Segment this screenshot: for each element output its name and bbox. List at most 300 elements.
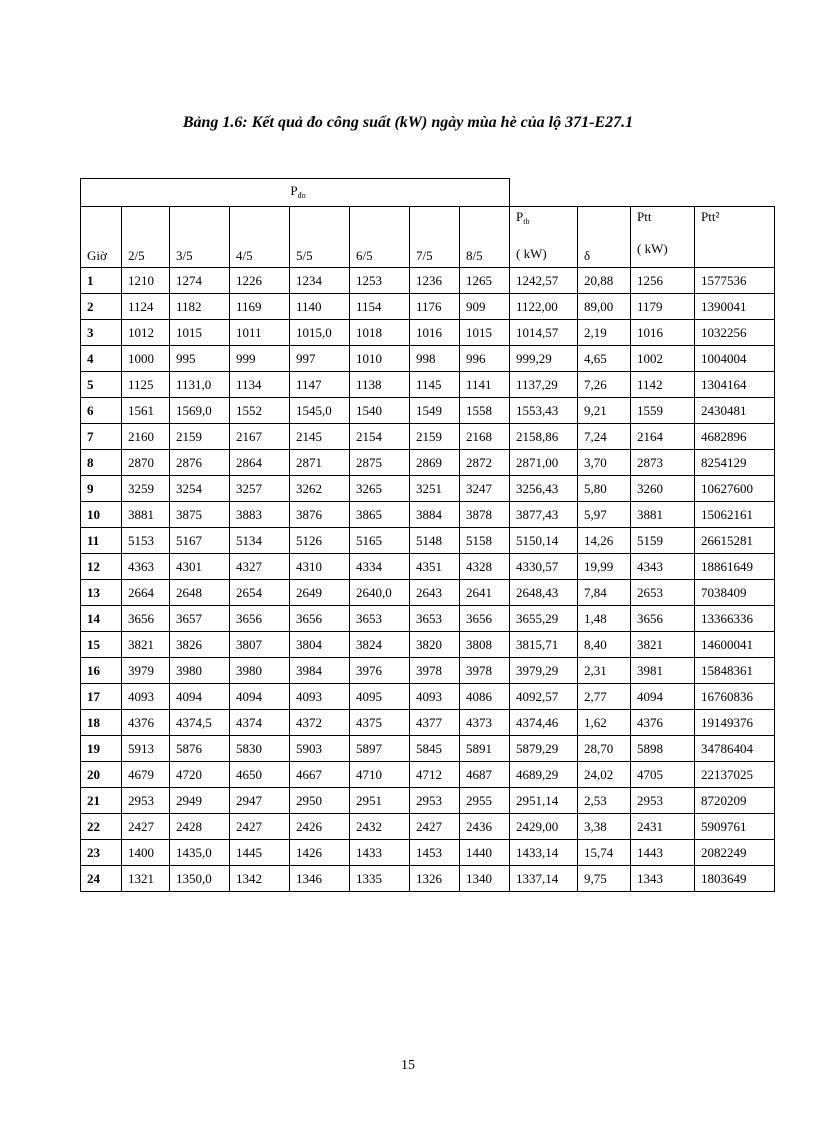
value-cell: 2653 (631, 580, 695, 606)
value-cell: 2876 (170, 450, 230, 476)
value-cell: 1453 (410, 840, 460, 866)
value-cell: 3807 (230, 632, 290, 658)
value-cell: 1137,29 (510, 372, 578, 398)
hour-cell: 24 (81, 866, 122, 892)
hour-cell: 23 (81, 840, 122, 866)
value-cell: 3265 (350, 476, 410, 502)
value-cell: 3247 (460, 476, 510, 502)
header-row (81, 207, 775, 268)
value-cell: 4093 (290, 684, 350, 710)
value-cell: 7,24 (578, 424, 631, 450)
value-cell: 19149376 (695, 710, 775, 736)
value-cell: 3,70 (578, 450, 631, 476)
value-cell: 3808 (460, 632, 510, 658)
value-cell: 1390041 (695, 294, 775, 320)
hour-cell: 13 (81, 580, 122, 606)
value-cell: 5903 (290, 736, 350, 762)
value-cell: 2167 (230, 424, 290, 450)
value-cell: 1443 (631, 840, 695, 866)
value-cell: 2,31 (578, 658, 631, 684)
value-cell: 995 (170, 346, 230, 372)
value-cell: 3978 (410, 658, 460, 684)
value-cell: 3980 (170, 658, 230, 684)
value-cell: 4689,29 (510, 762, 578, 788)
value-cell: 2950 (290, 788, 350, 814)
value-cell: 2953 (410, 788, 460, 814)
table-row (81, 502, 775, 528)
value-cell: 4373 (460, 710, 510, 736)
value-cell: 2159 (170, 424, 230, 450)
table-row (81, 268, 775, 294)
value-cell: 4376 (631, 710, 695, 736)
value-cell: 1134 (230, 372, 290, 398)
value-cell: 1803649 (695, 866, 775, 892)
value-cell: 4682896 (695, 424, 775, 450)
value-cell: 2436 (460, 814, 510, 840)
value-cell: 5,97 (578, 502, 631, 528)
value-cell: 2643 (410, 580, 460, 606)
value-cell: 4351 (410, 554, 460, 580)
value-cell: 5897 (350, 736, 410, 762)
value-cell: 3656 (631, 606, 695, 632)
value-cell: 4094 (230, 684, 290, 710)
value-cell: 2949 (170, 788, 230, 814)
value-cell: 3980 (230, 658, 290, 684)
value-cell: 5158 (460, 528, 510, 554)
value-cell: 997 (290, 346, 350, 372)
value-cell: 1340 (460, 866, 510, 892)
value-cell: 3878 (460, 502, 510, 528)
value-cell: 8,40 (578, 632, 631, 658)
value-cell: 4687 (460, 762, 510, 788)
day-header: 8/5 (460, 207, 510, 268)
value-cell: 4372 (290, 710, 350, 736)
p-calc-header: Ptt ( kW) (631, 207, 695, 268)
value-cell: 4374,5 (170, 710, 230, 736)
value-cell: 15848361 (695, 658, 775, 684)
value-cell: 1176 (410, 294, 460, 320)
value-cell: 4679 (122, 762, 170, 788)
value-cell: 3820 (410, 632, 460, 658)
hour-cell: 21 (81, 788, 122, 814)
value-cell: 3821 (631, 632, 695, 658)
value-cell: 1142 (631, 372, 695, 398)
hour-cell: 20 (81, 762, 122, 788)
hour-cell: 12 (81, 554, 122, 580)
value-cell: 3826 (170, 632, 230, 658)
value-cell: 1552 (230, 398, 290, 424)
hour-cell: 14 (81, 606, 122, 632)
value-cell: 2082249 (695, 840, 775, 866)
value-cell: 1210 (122, 268, 170, 294)
value-cell: 28,70 (578, 736, 631, 762)
value-cell: 1553,43 (510, 398, 578, 424)
p-average-header: $P_{tb}$ ( kW) (510, 207, 578, 268)
value-cell: 2872 (460, 450, 510, 476)
value-cell: 3262 (290, 476, 350, 502)
value-cell: 1182 (170, 294, 230, 320)
value-cell: 1,48 (578, 606, 631, 632)
value-cell: 1540 (350, 398, 410, 424)
day-header: 7/5 (410, 207, 460, 268)
value-cell: 1140 (290, 294, 350, 320)
value-cell: 3824 (350, 632, 410, 658)
value-cell: 2160 (122, 424, 170, 450)
value-cell: 1321 (122, 866, 170, 892)
value-cell: 2873 (631, 450, 695, 476)
value-cell: 16760836 (695, 684, 775, 710)
value-cell: 1433 (350, 840, 410, 866)
value-cell: 1577536 (695, 268, 775, 294)
value-cell: 1558 (460, 398, 510, 424)
value-cell: 3875 (170, 502, 230, 528)
value-cell: 3815,71 (510, 632, 578, 658)
value-cell: 2955 (460, 788, 510, 814)
table-row (81, 476, 775, 502)
value-cell: 3254 (170, 476, 230, 502)
value-cell: 1445 (230, 840, 290, 866)
value-cell: 4,65 (578, 346, 631, 372)
value-cell: 1179 (631, 294, 695, 320)
value-cell: 1016 (631, 320, 695, 346)
value-cell: 2953 (631, 788, 695, 814)
value-cell: 4301 (170, 554, 230, 580)
table-row (81, 424, 775, 450)
value-cell: 2664 (122, 580, 170, 606)
value-cell: 999,29 (510, 346, 578, 372)
value-cell: 1169 (230, 294, 290, 320)
value-cell: 4327 (230, 554, 290, 580)
table-row (81, 840, 775, 866)
value-cell: 10627600 (695, 476, 775, 502)
value-cell: 998 (410, 346, 460, 372)
value-cell: 4375 (350, 710, 410, 736)
value-cell: 4093 (410, 684, 460, 710)
day-header: 4/5 (230, 207, 290, 268)
value-cell: 7,26 (578, 372, 631, 398)
value-cell: 34786404 (695, 736, 775, 762)
value-cell: 2641 (460, 580, 510, 606)
value-cell: 1342 (230, 866, 290, 892)
value-cell: 19,99 (578, 554, 631, 580)
value-cell: 4094 (631, 684, 695, 710)
value-cell: 2640,0 (350, 580, 410, 606)
value-cell: 1154 (350, 294, 410, 320)
value-cell: 1426 (290, 840, 350, 866)
hour-cell: 8 (81, 450, 122, 476)
value-cell: 4376 (122, 710, 170, 736)
value-cell: 2158,86 (510, 424, 578, 450)
day-header: 2/5 (122, 207, 170, 268)
value-cell: 1015 (170, 320, 230, 346)
value-cell: 1433,14 (510, 840, 578, 866)
value-cell: 4095 (350, 684, 410, 710)
hour-cell: 19 (81, 736, 122, 762)
value-cell: 2648,43 (510, 580, 578, 606)
table-row (81, 528, 775, 554)
value-cell: 24,02 (578, 762, 631, 788)
value-cell: 5126 (290, 528, 350, 554)
value-cell: 1014,57 (510, 320, 578, 346)
value-cell: 1131,0 (170, 372, 230, 398)
value-cell: 2,77 (578, 684, 631, 710)
table-row (81, 788, 775, 814)
value-cell: 2951 (350, 788, 410, 814)
value-cell: 4343 (631, 554, 695, 580)
value-cell: 3656 (460, 606, 510, 632)
value-cell: 3260 (631, 476, 695, 502)
table-row (81, 866, 775, 892)
value-cell: 1569,0 (170, 398, 230, 424)
value-cell: 13366336 (695, 606, 775, 632)
value-cell: 3256,43 (510, 476, 578, 502)
value-cell: 1549 (410, 398, 460, 424)
hour-cell: 4 (81, 346, 122, 372)
value-cell: 3978 (460, 658, 510, 684)
value-cell: 3653 (350, 606, 410, 632)
value-cell: 2871 (290, 450, 350, 476)
hour-cell: 22 (81, 814, 122, 840)
hour-cell: 17 (81, 684, 122, 710)
value-cell: 3881 (631, 502, 695, 528)
value-cell: 2432 (350, 814, 410, 840)
value-cell: 4710 (350, 762, 410, 788)
table-caption: Bảng 1.6: Kết quả đo công suất (kW) ngày mùa hè của lộ 371-E27.1 (182, 114, 634, 131)
value-cell: 1124 (122, 294, 170, 320)
value-cell: 3656 (290, 606, 350, 632)
value-cell: 5879,29 (510, 736, 578, 762)
value-cell: 1346 (290, 866, 350, 892)
value-cell: 2875 (350, 450, 410, 476)
value-cell: 5165 (350, 528, 410, 554)
value-cell: 1400 (122, 840, 170, 866)
value-cell: 20,88 (578, 268, 631, 294)
value-cell: 3657 (170, 606, 230, 632)
value-cell: 2951,14 (510, 788, 578, 814)
table-row (81, 580, 775, 606)
value-cell: 1335 (350, 866, 410, 892)
value-cell: 2164 (631, 424, 695, 450)
value-cell: 14,26 (578, 528, 631, 554)
value-cell: 2430481 (695, 398, 775, 424)
value-cell: 4374,46 (510, 710, 578, 736)
value-cell: 3653 (410, 606, 460, 632)
value-cell: 2159 (410, 424, 460, 450)
table-row (81, 606, 775, 632)
table-row (81, 684, 775, 710)
value-cell: 1010 (350, 346, 410, 372)
value-cell: 1141 (460, 372, 510, 398)
table-row (81, 398, 775, 424)
hour-cell: 1 (81, 268, 122, 294)
value-cell: 2154 (350, 424, 410, 450)
value-cell: 1265 (460, 268, 510, 294)
power-table (80, 178, 775, 892)
value-cell: 3883 (230, 502, 290, 528)
value-cell: 1253 (350, 268, 410, 294)
value-cell: 1122,00 (510, 294, 578, 320)
value-cell: 3259 (122, 476, 170, 502)
value-cell: 1545,0 (290, 398, 350, 424)
value-cell: 999 (230, 346, 290, 372)
value-cell: 9,75 (578, 866, 631, 892)
value-cell: 1011 (230, 320, 290, 346)
value-cell: 8254129 (695, 450, 775, 476)
value-cell: 3804 (290, 632, 350, 658)
value-cell: 4330,57 (510, 554, 578, 580)
value-cell: 4328 (460, 554, 510, 580)
value-cell: 3979 (122, 658, 170, 684)
value-cell: 14600041 (695, 632, 775, 658)
value-cell: 5159 (631, 528, 695, 554)
value-cell: 996 (460, 346, 510, 372)
hour-cell: 3 (81, 320, 122, 346)
value-cell: 1242,57 (510, 268, 578, 294)
table-row (81, 658, 775, 684)
table-row (81, 294, 775, 320)
value-cell: 1145 (410, 372, 460, 398)
value-cell: 3976 (350, 658, 410, 684)
value-cell: 3876 (290, 502, 350, 528)
value-cell: 2654 (230, 580, 290, 606)
value-cell: 2427 (410, 814, 460, 840)
value-cell: 1125 (122, 372, 170, 398)
value-cell: 1226 (230, 268, 290, 294)
value-cell: 3821 (122, 632, 170, 658)
hour-cell: 18 (81, 710, 122, 736)
value-cell: 2168 (460, 424, 510, 450)
value-cell: 1337,14 (510, 866, 578, 892)
hour-cell: 6 (81, 398, 122, 424)
value-cell: 4667 (290, 762, 350, 788)
hour-cell: 2 (81, 294, 122, 320)
p-measured-group-header: $P_{đo}$ (81, 179, 510, 207)
value-cell: 4093 (122, 684, 170, 710)
value-cell: 5167 (170, 528, 230, 554)
value-cell: 3877,43 (510, 502, 578, 528)
value-cell: 1350,0 (170, 866, 230, 892)
table-row (81, 554, 775, 580)
value-cell: 3979,29 (510, 658, 578, 684)
value-cell: 3,38 (578, 814, 631, 840)
value-cell: 5830 (230, 736, 290, 762)
value-cell: 2871,00 (510, 450, 578, 476)
value-cell: 4094 (170, 684, 230, 710)
value-cell: 4363 (122, 554, 170, 580)
value-cell: 5891 (460, 736, 510, 762)
value-cell: 2864 (230, 450, 290, 476)
value-cell: 1147 (290, 372, 350, 398)
table-row (81, 372, 775, 398)
value-cell: 1015 (460, 320, 510, 346)
hour-cell: 7 (81, 424, 122, 450)
value-cell: 1326 (410, 866, 460, 892)
value-cell: 4712 (410, 762, 460, 788)
value-cell: 5134 (230, 528, 290, 554)
value-cell: 2427 (230, 814, 290, 840)
value-cell: 3656 (230, 606, 290, 632)
value-cell: 2648 (170, 580, 230, 606)
value-cell: 1304164 (695, 372, 775, 398)
value-cell: 3656 (122, 606, 170, 632)
value-cell: 1138 (350, 372, 410, 398)
value-cell: 1,62 (578, 710, 631, 736)
day-header: 3/5 (170, 207, 230, 268)
value-cell: 4334 (350, 554, 410, 580)
hour-cell: 11 (81, 528, 122, 554)
table-row (81, 710, 775, 736)
value-cell: 5898 (631, 736, 695, 762)
value-cell: 3251 (410, 476, 460, 502)
table-row (81, 762, 775, 788)
value-cell: 1018 (350, 320, 410, 346)
value-cell: 3655,29 (510, 606, 578, 632)
table-row (81, 450, 775, 476)
value-cell: 22137025 (695, 762, 775, 788)
value-cell: 7,84 (578, 580, 631, 606)
value-cell: 909 (460, 294, 510, 320)
value-cell: 1440 (460, 840, 510, 866)
value-cell: 4705 (631, 762, 695, 788)
value-cell: 89,00 (578, 294, 631, 320)
value-cell: 8720209 (695, 788, 775, 814)
table-row (81, 632, 775, 658)
value-cell: 2145 (290, 424, 350, 450)
value-cell: 1236 (410, 268, 460, 294)
value-cell: 1012 (122, 320, 170, 346)
value-cell: 2649 (290, 580, 350, 606)
value-cell: 1559 (631, 398, 695, 424)
value-cell: 2870 (122, 450, 170, 476)
page-number: 15 (401, 1058, 415, 1073)
p-calc-squared-header: Ptt² (695, 207, 775, 268)
value-cell: 2428 (170, 814, 230, 840)
value-cell: 5909761 (695, 814, 775, 840)
value-cell: 9,21 (578, 398, 631, 424)
value-cell: 3884 (410, 502, 460, 528)
value-cell: 1561 (122, 398, 170, 424)
value-cell: 15062161 (695, 502, 775, 528)
table-row (81, 320, 775, 346)
value-cell: 4377 (410, 710, 460, 736)
value-cell: 1000 (122, 346, 170, 372)
value-cell: 5150,14 (510, 528, 578, 554)
value-cell: 1004004 (695, 346, 775, 372)
table-row (81, 814, 775, 840)
day-header: 5/5 (290, 207, 350, 268)
hour-cell: 9 (81, 476, 122, 502)
value-cell: 4374 (230, 710, 290, 736)
value-cell: 7038409 (695, 580, 775, 606)
value-cell: 18861649 (695, 554, 775, 580)
value-cell: 3981 (631, 658, 695, 684)
table-row (81, 346, 775, 372)
table-row (81, 736, 775, 762)
value-cell: 1234 (290, 268, 350, 294)
value-cell: 2,19 (578, 320, 631, 346)
value-cell: 1002 (631, 346, 695, 372)
value-cell: 2426 (290, 814, 350, 840)
value-cell: 2947 (230, 788, 290, 814)
value-cell: 5153 (122, 528, 170, 554)
value-cell: 2,53 (578, 788, 631, 814)
value-cell: 5,80 (578, 476, 631, 502)
value-cell: 3984 (290, 658, 350, 684)
value-cell: 2869 (410, 450, 460, 476)
value-cell: 4650 (230, 762, 290, 788)
hour-cell: 15 (81, 632, 122, 658)
hour-cell: 10 (81, 502, 122, 528)
